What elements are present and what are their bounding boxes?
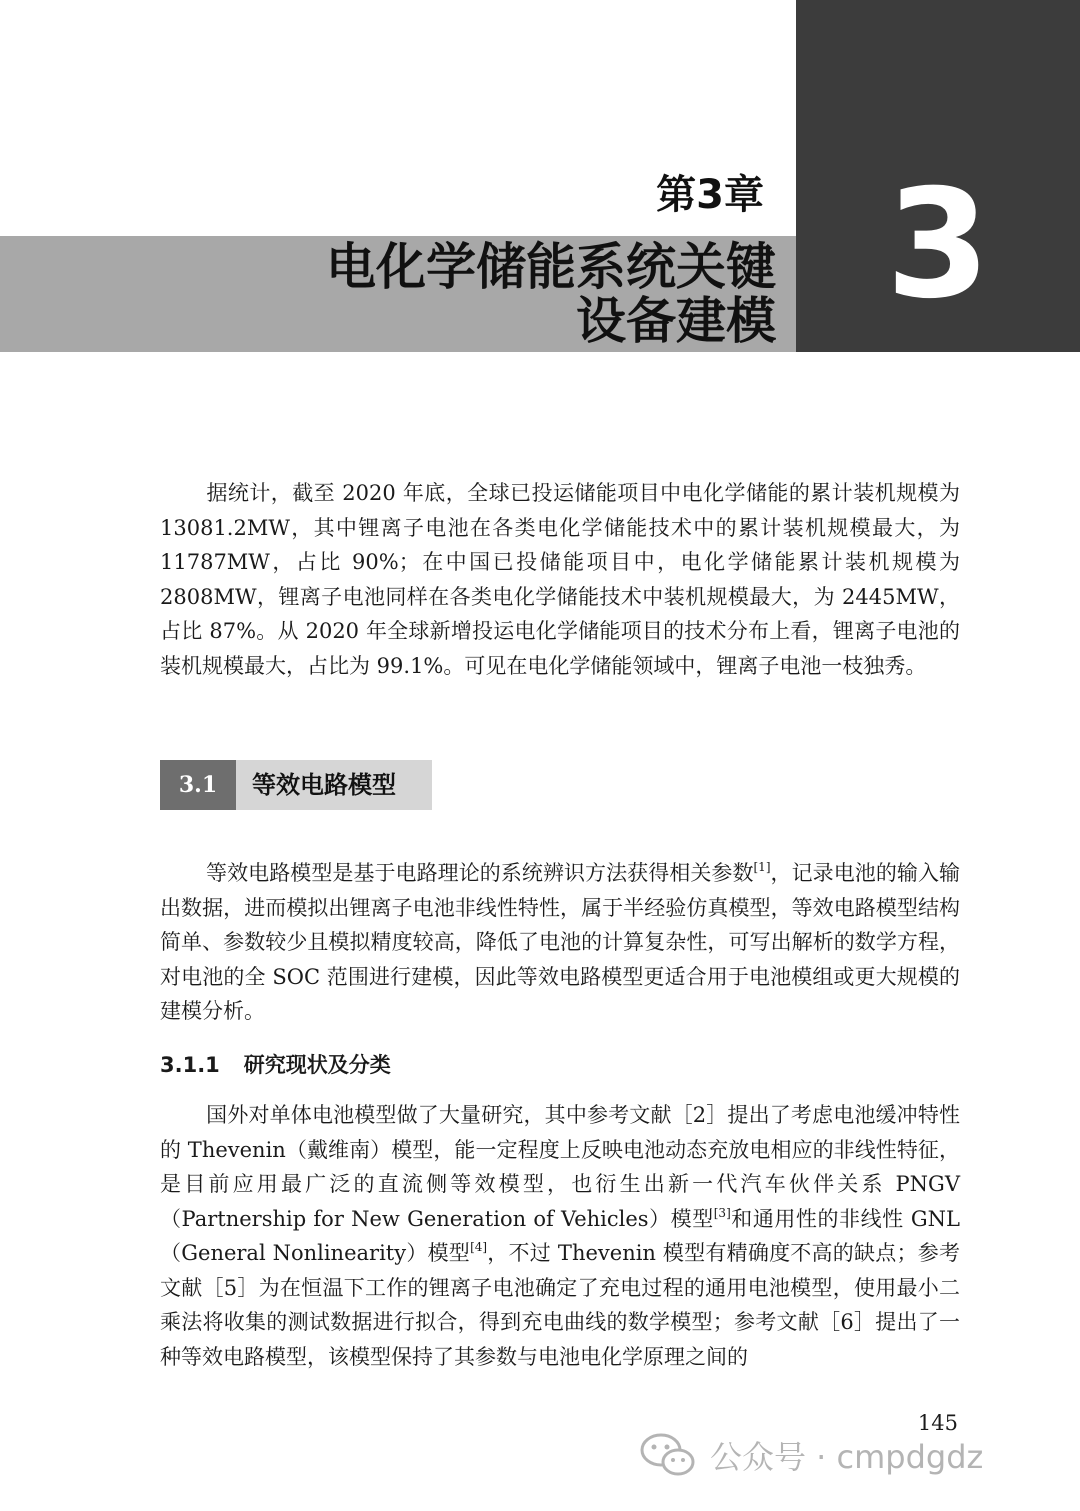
section-paragraph	[160, 856, 960, 1029]
subsection-heading	[160, 1048, 391, 1082]
section-heading	[160, 760, 432, 810]
chapter-title-line-2: 设备建模	[576, 291, 776, 350]
chapter-title-line-1: 电化学储能系统关键	[326, 237, 776, 296]
subsection-paragraph-text-1: 国外对单体电池模型做了大量研究，其中参考文献［2］提出了考虑电池缓冲特性的 Thevenin（戴维南）模型，能一定程度上反映电池动态充放电相应的非线性特征，是目前应用最广泛的直流侧等效模型，也衍生出新一代汽车伙伴关系 PNGV（Partnership for New Generation of Vehicles）模型	[160, 1103, 960, 1231]
citation-ref-4: [4]	[470, 1240, 488, 1254]
wechat-icon	[640, 1432, 696, 1478]
section-title: 等效电路模型	[252, 770, 396, 799]
watermark	[640, 1428, 983, 1482]
subsection-paragraph	[160, 1098, 960, 1374]
subsection-number: 3.1.1	[160, 1053, 220, 1077]
chapter-label: 第3章	[656, 172, 764, 218]
subsection-title: 研究现状及分类	[243, 1053, 391, 1077]
subsection-paragraph-text-3: ，不过 Thevenin 模型有精确度不高的缺点；参考文献［5］为在恒温下工作的锂离子电池确定了充电过程的通用电池模型，使用最小二乘法将收集的测试数据进行拟合，得到充电曲线的数学模型；参考文献［6］提出了一种等效电路模型，该模型保持了其参数与电池电化学原理之间的	[160, 1241, 960, 1369]
section-paragraph-text-2: ，记录电池的输入输出数据，进而模拟出锂离子电池非线性特性，属于半经验仿真模型，等效电路模型结构简单、参数较少且模拟精度较高，降低了电池的计算复杂性，可写出解析的数学方程，对电池的全 SOC 范围进行建模，因此等效电路模型更适合用于电池模组或更大规模的建模分析。	[160, 861, 960, 1023]
page-number: 145	[917, 1411, 958, 1435]
citation-ref-1: [1]	[753, 860, 771, 874]
section-paragraph-text-1: 等效电路模型是基于电路理论的系统辨识方法获得相关参数	[206, 861, 754, 885]
section-number: 3.1	[160, 760, 236, 810]
intro-paragraph	[160, 476, 960, 683]
citation-ref-3: [3]	[713, 1205, 731, 1220]
subsection-paragraph-text-2: 和通用性的非线性 GNL（General Nonlinearity）模型	[160, 1206, 960, 1265]
watermark-text: 公众号 · cmpdgdz	[710, 1438, 984, 1476]
chapter-title	[326, 237, 776, 350]
intro-text: 据统计，截至 2020 年底，全球已投运储能项目中电化学储能的累计装机规模为 13081.2MW，其中锂离子电池在各类电化学储能技术中的累计装机规模最大，为 11787MW，占比 90%；在中国已投储能项目中，电化学储能累计装机规模为 2808MW，锂离子电池同样在各类电化学储能技术中装机规模最大，为 2445MW，占比 87%。从 2020 年全球新增投运电化学储能项目的技术分布上看，锂离子电池的装机规模最大，占比为 99.1%。可见在电化学储能领域中，锂离子电池一枝独秀。	[160, 481, 960, 678]
chapter-number: 3	[885, 158, 991, 332]
